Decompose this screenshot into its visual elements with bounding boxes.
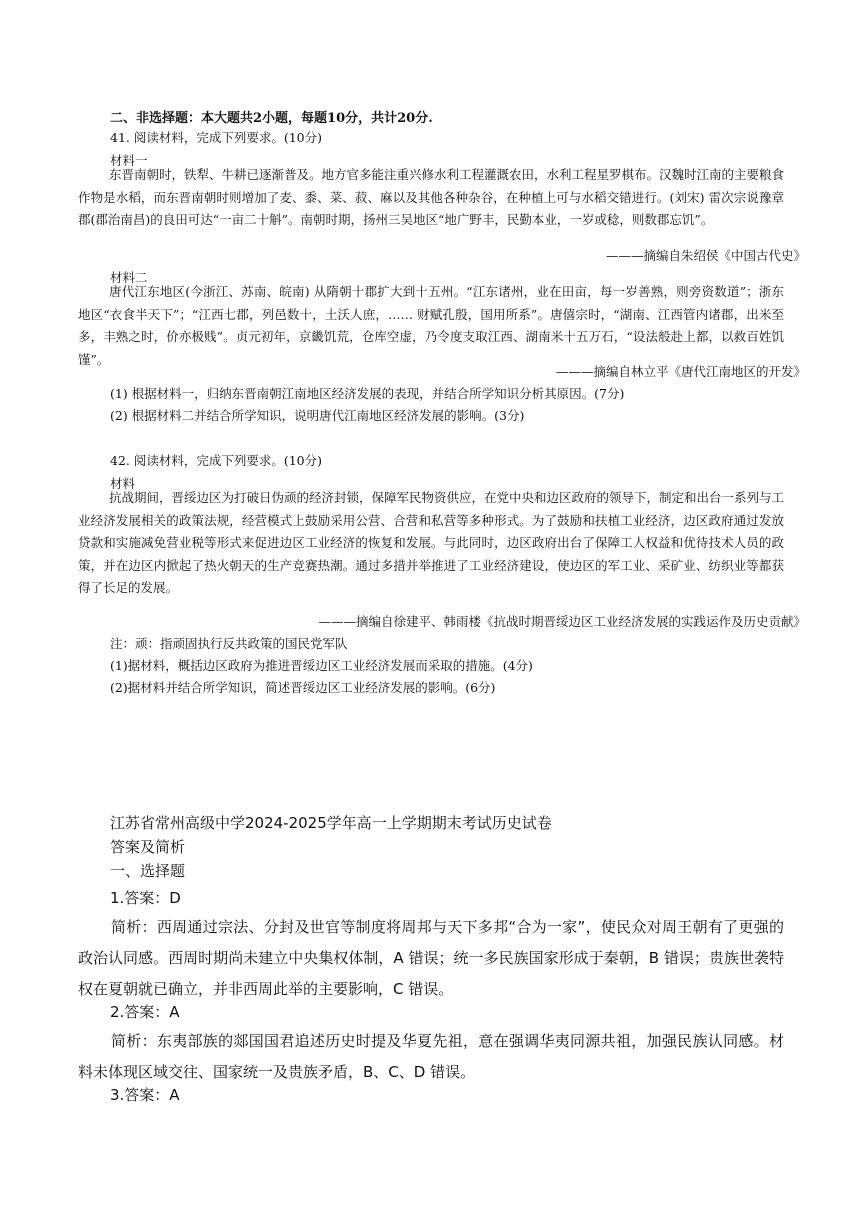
answer-2: 2.答案：A bbox=[110, 1003, 180, 1021]
q41-sub1: (1) 根据材料一，归纳东晋南朝江南地区经济发展的表现，并结合所学知识分析其原因。(7分) bbox=[110, 386, 625, 401]
answer-3: 3.答案：A bbox=[110, 1086, 180, 1104]
part2-heading: 二、非选择题：本大题共2小题，每题10分，共计20分. bbox=[110, 111, 433, 126]
q42-note: 注：顽：指顽固执行反共政策的国民党军队 bbox=[110, 636, 348, 651]
q41-material2-source: ———摘编自林立平《唐代江南地区的开发》 bbox=[555, 364, 806, 379]
q41-material1-label: 材料一 bbox=[110, 153, 148, 168]
q41-material2-label: 材料二 bbox=[110, 270, 148, 285]
exam-title: 江苏省常州高级中学2024-2025学年高一上学期期末考试历史试卷 bbox=[110, 814, 552, 832]
q42-material-label: 材料 bbox=[110, 476, 136, 491]
q41-stem: 41. 阅读材料，完成下列要求。(10分) bbox=[110, 130, 323, 145]
q42-material-text: 抗战期间，晋绥边区为打破日伪顽的经济封锁，保障军民物资供应，在党中央和边区政府的领导下，制定和出台一系列与工业经济发展相关的政策法规，经营模式上鼓励采用公营、合营和私营等多种形式。为了鼓励和扶植工业经济，边区政府通过发放贷款和实施减免营业税等形式来促进边区工业经济的恢复和发展。与此同时，边区政府出台了保障工人权益和优待技术人员的政策，并在边区内掀起了热火朝天的生产竞赛热潮。通过多措并举推进了工业经济建设，使边区的军工业、采矿业、纺织业等都获得了长足的发展。 bbox=[78, 490, 785, 595]
answer-2-analysis: 简析：东夷部族的郯国国君追述历史时提及华夏先祖，意在强调华夷同源共祖，加强民族认同感。材料未体现区域交往、国家统一及贵族矛盾，B、C、D 错误。 bbox=[78, 1032, 784, 1081]
q41-material1-text: 东晋南朝时，铁犁、牛耕已逐渐普及。地方官多能注重兴修水利工程灌溉农田，水利工程星罗棋布。汉魏时江南的主要粮食作物是水稻，而东晋南朝时则增加了麦、黍、菜、菽、麻以及其他各种杂谷，在种植上可与水稻交错进行。(刘宋) 雷次宗说豫章郡(郡治南昌)的良田可达“一亩二十斛”。南朝时期，扬州三吴地区“地广野丰，民勤本业，一岁或稔，则数郡忘饥”。 bbox=[78, 167, 785, 227]
q41-material2-text: 唐代江东地区(今浙江、苏南、皖南) 从隋朝十郡扩大到十五州。“江东诸州，业在田亩，每一岁善熟，则旁资数道”；浙东地区“衣食半天下”；“江西七郡，列邑数十，土沃人庶，…… 财赋孔殷，国用所系”。唐僖宗时，“湖南、江西管内诸郡，出米至多，丰熟之时，价亦极贱”。贞元初年，京畿饥荒，仓库空虚，乃令度支取江西、湖南米十五万石，“设法般赴上都，以救百姓饥馑”。 bbox=[78, 284, 784, 367]
answer-1-analysis: 简析：西周通过宗法、分封及世官等制度将周邦与天下多邦“合为一家”，使民众对周王朝有了更强的政治认同感。西周时期尚未建立中央集权体制，A 错误；统一多民族国家形成于秦朝，B 错误；贵族世袭特权在夏朝就已确立，并非西周此举的主要影响，C 错误。 bbox=[78, 918, 784, 998]
answer-part1-heading: 一、选择题 bbox=[110, 862, 186, 880]
answer-1: 1.答案：D bbox=[110, 889, 181, 907]
q42-material-source: ———摘编自徐建平、韩雨楼《抗战时期晋绥边区工业经济发展的实践运作及历史贡献》 bbox=[318, 614, 806, 629]
q42-sub2: (2)据材料并结合所学知识，简述晋绥边区工业经济发展的影响。(6分) bbox=[110, 680, 496, 695]
q41-material1-source: ———摘编自朱绍侯《中国古代史》 bbox=[605, 248, 806, 263]
q41-sub2: (2) 根据材料二并结合所学知识，说明唐代江南地区经济发展的影响。(3分) bbox=[110, 408, 525, 423]
q42-sub1: (1)据材料，概括边区政府为推进晋绥边区工业经济发展而采取的措施。(4分) bbox=[110, 658, 533, 673]
q42-stem: 42. 阅读材料，完成下列要求。(10分) bbox=[110, 453, 323, 468]
answer-subtitle: 答案及简析 bbox=[110, 838, 186, 856]
